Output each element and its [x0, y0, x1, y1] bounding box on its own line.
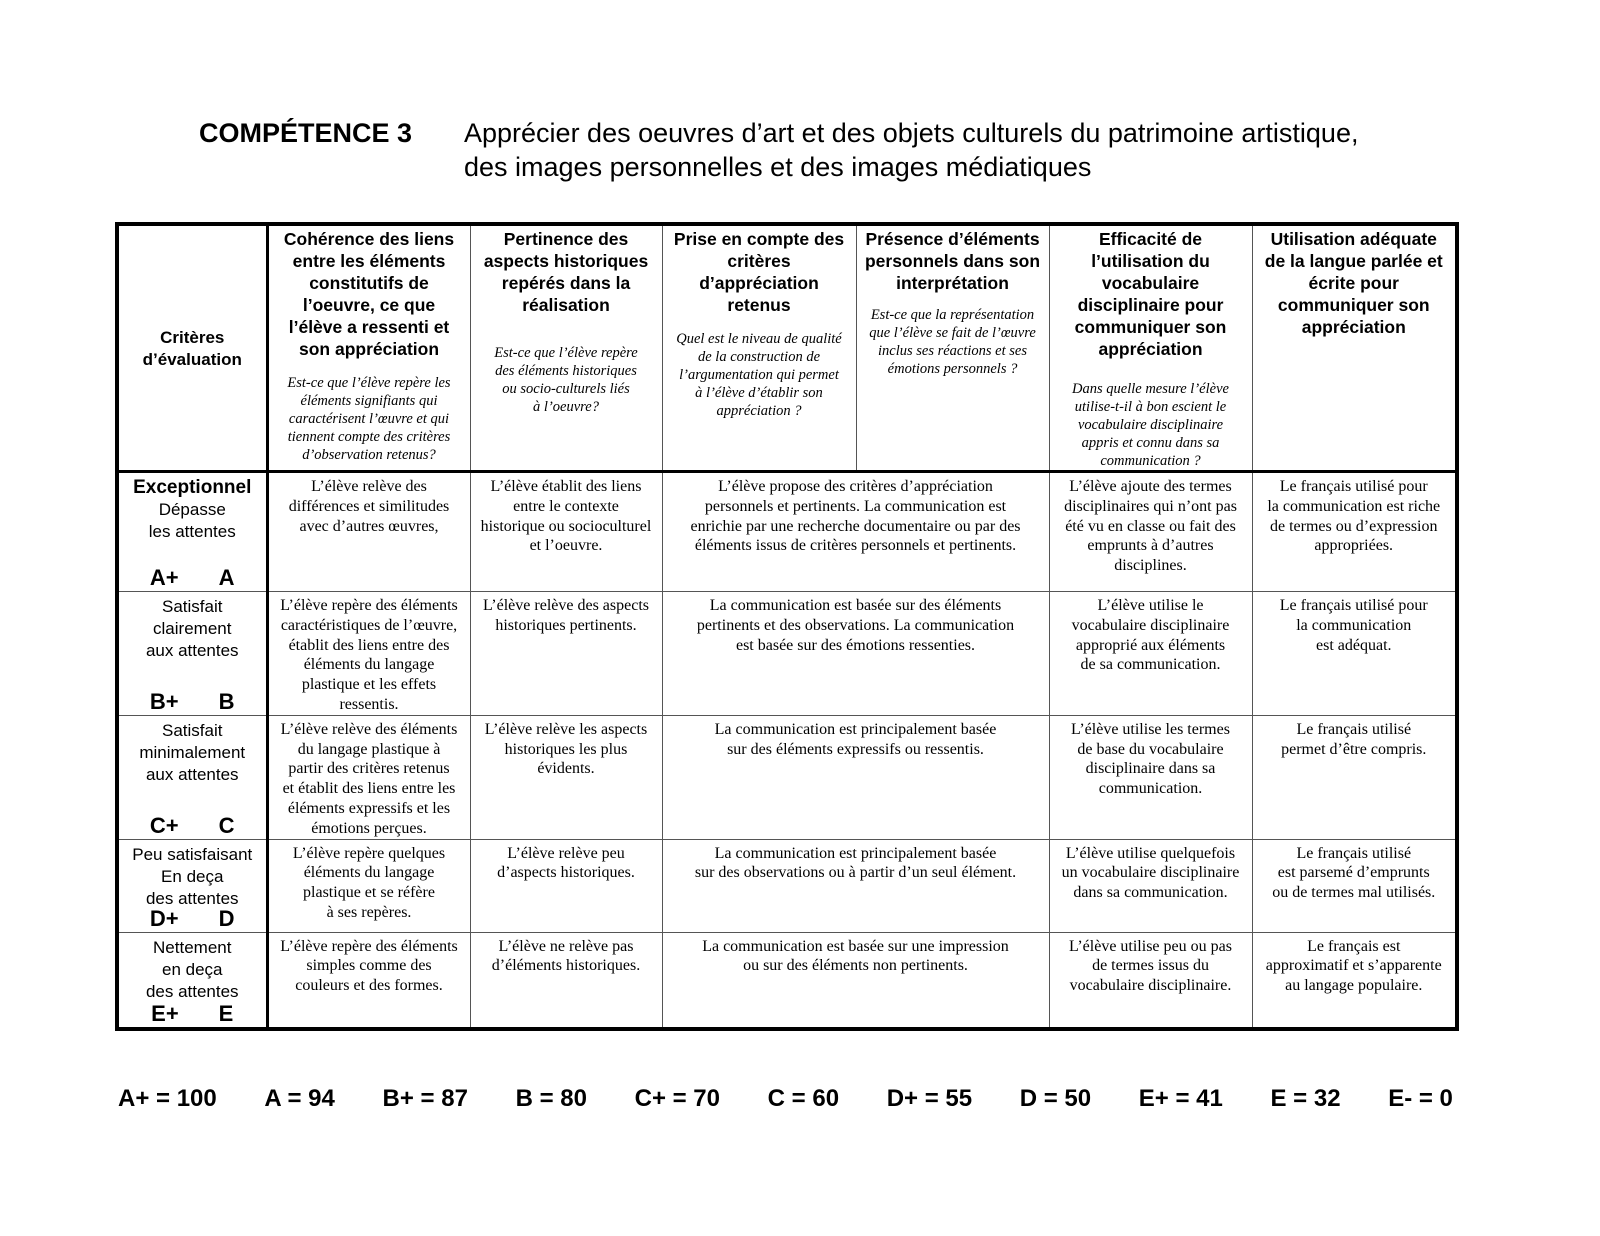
rubric-cell: L’élève relève peu d’aspects historiques. [470, 839, 662, 932]
column-header [1252, 224, 1457, 472]
level-bold: Exceptionnel [133, 477, 252, 498]
table-row [117, 715, 1457, 839]
column-header [1049, 224, 1252, 472]
rubric-cell: La communication est basée sur une impression ou sur des éléments non pertinents. [662, 932, 1049, 1029]
level-grades [119, 813, 266, 839]
grade: E [218, 1001, 234, 1027]
column-question: Est-ce que l’élève repère des éléments historiques ou socio-culturels liés à l’oeuvre? [494, 345, 638, 415]
rubric-cell: Le français est approximatif et s’apparente au langage populaire. [1252, 932, 1457, 1029]
rubric-cell: L’élève repère quelques éléments du langage plastique et se réfère à ses repères. [267, 839, 470, 932]
grade-plus: D+ [149, 905, 179, 931]
level-grades [119, 906, 266, 932]
grade-plus: C+ [149, 812, 179, 838]
grade-value: A+ = 100 [118, 1085, 217, 1112]
column-question: Est-ce que l’élève repère les éléments signifiants qui caractérisent l’œuvre et qui tiennent compte des critères d’observation retenus? [287, 375, 451, 463]
rubric-cell: La communication est principalement basée sur des observations ou à partir d’un seul élément. [662, 839, 1049, 932]
table-row [117, 839, 1457, 932]
level-grades [119, 1001, 266, 1027]
grade-value: E- = 0 [1388, 1085, 1453, 1112]
column-header [856, 224, 1049, 472]
rubric-cell: L’élève relève les aspects historiques les plus évidents. [470, 715, 662, 839]
rubric-cell: L’élève relève des éléments du langage plastique à partir des critères retenus et établit des liens entre les éléments expressifs et les émotions perçues. [267, 715, 470, 839]
column-question: Quel est le niveau de qualité de la construction de l’argumentation qui permet à l’élève d’établir son appréciation ? [676, 331, 842, 419]
column-title: Utilisation adéquate de la langue parlée et écrite pour communiquer son appréciation [1264, 229, 1443, 337]
column-header [470, 224, 662, 472]
grade: D [218, 905, 235, 931]
level-cell [117, 472, 267, 592]
grade-value: D+ = 55 [886, 1085, 973, 1112]
level-cell [117, 715, 267, 839]
table-row [117, 592, 1457, 716]
grade-scale [118, 1085, 1453, 1113]
rubric-cell: L’élève utilise peu ou pas de termes issus du vocabulaire disciplinaire. [1049, 932, 1252, 1029]
table-row [117, 472, 1457, 592]
level-grades [119, 565, 266, 591]
level-label: Dépasse les attentes [148, 500, 236, 541]
table-row [117, 932, 1457, 1029]
grade: A [218, 565, 235, 590]
column-title: Efficacité de l’utilisation du vocabulaire disciplinaire pour communiquer son appréciation [1074, 229, 1227, 359]
grade: B [218, 688, 235, 714]
grade-value: D = 50 [1019, 1085, 1092, 1112]
grade-value: B = 80 [515, 1085, 587, 1112]
rubric-cell: Le français utilisé permet d’être compris. [1252, 715, 1457, 839]
rubric-cell: L’élève utilise quelquefois un vocabulaire disciplinaire dans sa communication. [1049, 839, 1252, 932]
level-cell [117, 839, 267, 932]
rubric-cell: Le français utilisé pour la communication est riche de termes ou d’expression appropriées. [1252, 472, 1457, 592]
level-label: Satisfait minimalement aux attentes [139, 720, 246, 784]
column-header [267, 224, 470, 472]
rubric-cell: L’élève repère des éléments simples comme des couleurs et des formes. [267, 932, 470, 1029]
grade-value: C+ = 70 [634, 1085, 721, 1112]
grade-value: E = 32 [1270, 1085, 1341, 1112]
column-title: Pertinence des aspects historiques repérés dans la réalisation [483, 229, 649, 315]
rubric-cell: L’élève repère des éléments caractéristiques de l’œuvre, établit des liens entre des éléments du langage plastique et les effets ressentis. [267, 592, 470, 716]
rubric-cell: L’élève établit des liens entre le contexte historique ou socioculturel et l’oeuvre. [470, 472, 662, 592]
grade-plus: E+ [151, 1001, 179, 1027]
rubric-cell: Le français utilisé est parsemé d’emprunts ou de termes mal utilisés. [1252, 839, 1457, 932]
rubric-cell: L’élève relève des aspects historiques pertinents. [470, 592, 662, 716]
rubric-cell: L’élève utilise les termes de base du vocabulaire disciplinaire dans sa communication. [1049, 715, 1252, 839]
column-header [662, 224, 856, 472]
column-title: Prise en compte des critères d’appréciation retenus [673, 229, 845, 315]
column-title: Cohérence des liens entre les éléments constitutifs de l’oeuvre, ce que l’élève a ressenti et son appréciation [283, 229, 455, 359]
level-cell [117, 932, 267, 1029]
level-cell [117, 592, 267, 716]
rubric-cell: L’élève ne relève pas d’éléments historiques. [470, 932, 662, 1029]
column-question: Est-ce que la représentation que l’élève se fait de l’œuvre inclus ses réactions et ses émotions personnels ? [869, 307, 1036, 377]
rubric-cell: La communication est basée sur des éléments pertinents et des observations. La communication est basée sur des émotions ressenties. [662, 592, 1049, 716]
column-question: Dans quelle mesure l’élève utilise-t-il à bon escient le vocabulaire disciplinaire appris et connu dans sa communication ? [1072, 381, 1229, 469]
level-label: Nettement en deça des attentes [145, 937, 239, 1001]
level-label: Peu satisfaisant En deça des attentes [132, 844, 253, 908]
grade-value: A = 94 [264, 1085, 335, 1112]
competence-description: Apprécier des oeuvres d’art et des objets culturels du patrimoine artistique, des images personnelles et des images médiatiques [464, 118, 1359, 182]
rubric-cell: L’élève ajoute des termes disciplinaires qui n’ont pas été vu en classe ou fait des emprunts à d’autres disciplines. [1049, 472, 1252, 592]
grade-value: B+ = 87 [382, 1085, 468, 1112]
rubric-cell: L’élève utilise le vocabulaire disciplinaire approprié aux éléments de sa communication. [1049, 592, 1252, 716]
grade: C [218, 812, 235, 838]
grade-plus: A+ [149, 565, 179, 590]
grade-plus: B+ [149, 688, 179, 714]
rubric-cell: La communication est principalement basée sur des éléments expressifs ou ressentis. [662, 715, 1049, 839]
rubric-cell: Le français utilisé pour la communication est adéquat. [1252, 592, 1457, 716]
level-grades [119, 689, 266, 715]
rubric-cell: L’élève relève des différences et similitudes avec d’autres œuvres, [267, 472, 470, 592]
grade-value: E+ = 41 [1138, 1085, 1223, 1112]
evaluation-rubric-table [115, 222, 1459, 1031]
level-label: Satisfait clairement aux attentes [145, 597, 239, 660]
criteria-header: Critères d’évaluation [117, 224, 267, 472]
rubric-cell: L’élève propose des critères d’appréciation personnels et pertinents. La communication est enrichie par une recherche documentaire ou par des éléments issus de critères personnels et pertinents. [662, 472, 1049, 592]
grade-value: C = 60 [767, 1085, 840, 1112]
competence-label: COMPÉTENCE 3 [199, 118, 413, 148]
header-row [117, 224, 1457, 472]
column-title: Présence d’éléments personnels dans son interprétation [864, 229, 1041, 293]
